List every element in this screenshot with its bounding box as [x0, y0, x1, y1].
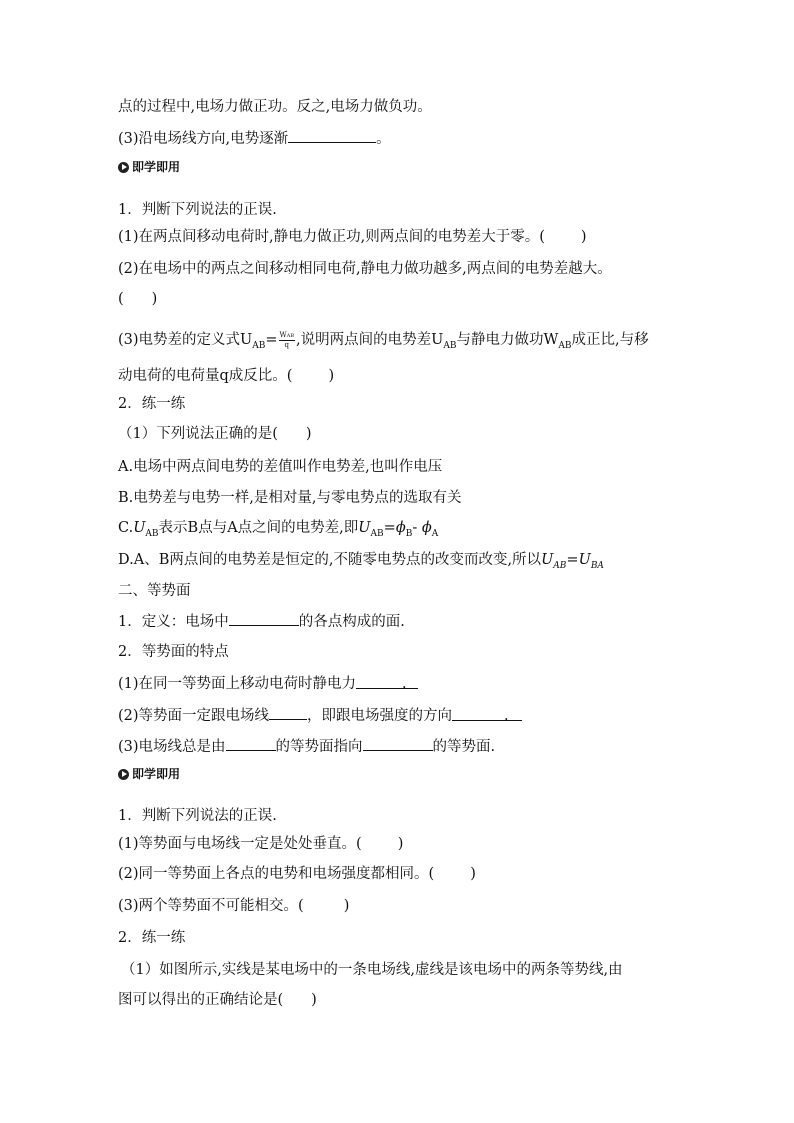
feature-3: (3)电场线总是由 的等势面指向 的等势面.	[118, 736, 495, 757]
option-d: D.A、B两点间的电势差是恒定的,不随零电势点的改变而改变,所以$U_{AB}=U_{BA}$	[118, 552, 604, 571]
q4-sub-1-cont: 图可以得出的正确结论是( )	[118, 992, 317, 1008]
feature-2: (2)等势面一定跟电场线 ，即跟电场强度的方向 .	[118, 705, 522, 726]
play-icon	[118, 162, 129, 173]
fill-blank[interactable]: .	[356, 674, 418, 689]
q1-item-2: (2)在电场中的两点之间移动相同电荷,静电力做功越多,两点间的电势差越大。	[118, 261, 612, 277]
feature-1: (1)在同一等势面上移动电荷时静电力 .	[118, 674, 418, 694]
q2-heading: 2．练一练	[118, 396, 186, 412]
q4-sub-1: （1）如图所示,实线是某电场中的一条电场线,虚线是该电场中的两条等势线,由	[121, 962, 623, 978]
q1-item-3: (3)电势差的定义式$U_{AB}=$ $\frac{\text{WAB}}{q}$ ,说明两点间的电势差$U_{AB}$与静电力做功$W_{AB}$成正比,与移	[118, 331, 649, 351]
section-label-2: 即学即用	[118, 764, 180, 784]
intro-line-2: (3)沿电场线方向,电势逐渐 。	[118, 128, 391, 149]
q1-heading: 1．判断下列说法的正误.	[118, 202, 277, 218]
section-title-equipotential: 二、等势面	[118, 583, 191, 599]
option-b: B.电势差与电势一样,是相对量,与零电势点的选取有关	[118, 490, 462, 506]
q1-item-2-paren: ( )	[118, 291, 158, 307]
fill-blank[interactable]	[226, 736, 276, 751]
q2-sub-1: （1）下列说法正确的是( )	[118, 426, 312, 442]
option-a: A.电场中两点间电势的差值叫作电势差,也叫作电压	[118, 459, 443, 475]
q1-item-3-cont: 动电荷的电荷量q成反比。( )	[118, 368, 335, 384]
fraction-formula: $\frac{\text{WAB}}{q}$	[279, 331, 295, 349]
fill-blank[interactable]	[288, 128, 376, 143]
fill-blank[interactable]	[363, 736, 433, 751]
fill-blank[interactable]	[229, 611, 299, 626]
definition-line: 1．定义：电场中 的各点构成的面.	[118, 611, 405, 632]
q4-heading: 2．练一练	[118, 930, 186, 946]
q3-item-1: (1)等势面与电场线一定是处处垂直。( )	[118, 836, 404, 852]
fill-blank[interactable]: .	[452, 706, 522, 721]
fill-blank[interactable]	[269, 705, 307, 720]
features-heading: 2．等势面的特点	[118, 644, 229, 660]
intro-line-1: 点的过程中,电场力做正功。反之,电场力做负功。	[118, 99, 432, 115]
play-icon	[118, 769, 129, 780]
q3-item-2: (2)同一等势面上各点的电势和电场强度都相同。( )	[118, 866, 476, 882]
q3-item-3: (3)两个等势面不可能相交。( )	[118, 898, 350, 914]
q3-heading: 1．判断下列说法的正误.	[118, 808, 277, 824]
q1-item-1: (1)在两点间移动电荷时,静电力做正功,则两点间的电势差大于零。( )	[118, 229, 587, 245]
option-c: $C.U_{AB}$表示B点与A点之间的电势差,即$U_{AB}=\phi_B-$ $\phi_A$	[118, 520, 439, 539]
section-label-1: 即学即用	[118, 157, 180, 177]
